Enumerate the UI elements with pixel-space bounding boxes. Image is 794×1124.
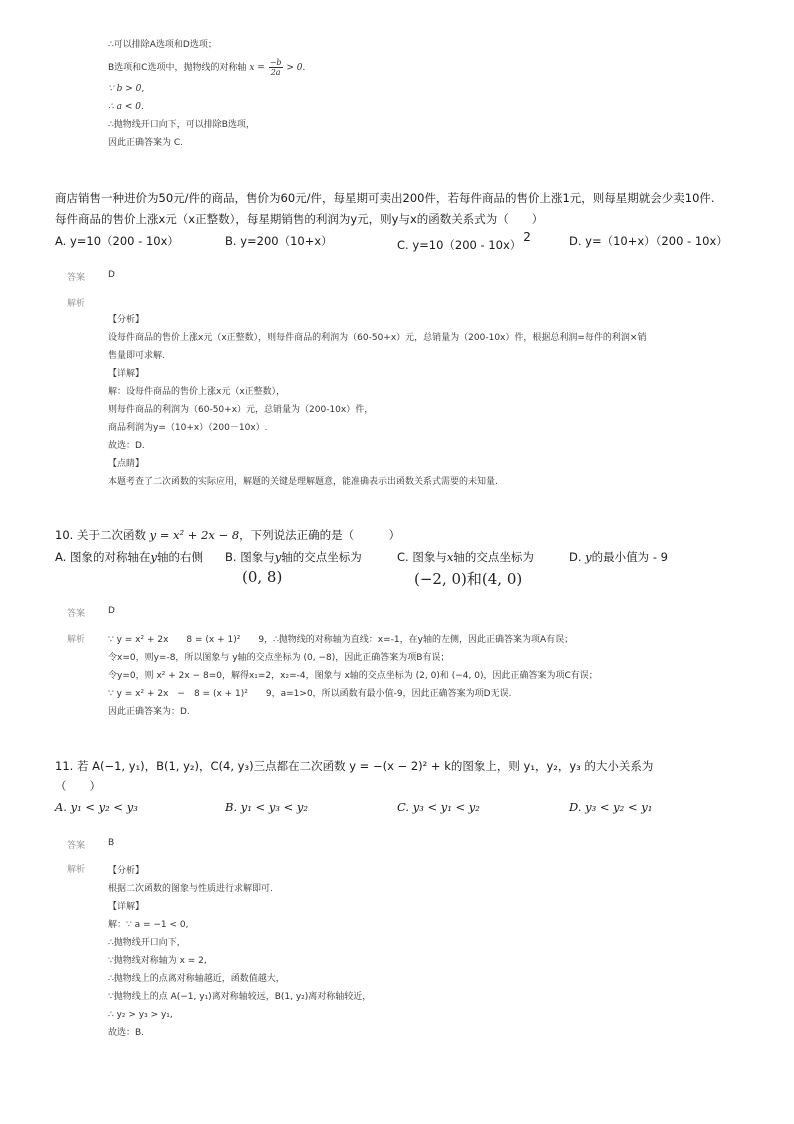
q10-option-a-var: y xyxy=(150,550,157,564)
q9-option-c-exponent: 2 xyxy=(523,230,531,244)
q10-analysis-label: 解析 xyxy=(67,635,86,645)
q9-analysis-line-9: 【点睛】 xyxy=(108,459,145,469)
q11-analysis-line-7: ∴抛物线上的点离对称轴越近，函数值越大， xyxy=(108,974,285,984)
q10-option-d-pre: D. xyxy=(569,550,582,564)
q11-analysis-line-6: ∵抛物线对称轴为 x = 2, xyxy=(108,956,207,966)
symmetry-axis-rhs: > 0. xyxy=(286,63,306,73)
q11-analysis-line-3: 【详解】 xyxy=(108,902,145,912)
q10-option-a[interactable] xyxy=(55,549,203,565)
q9-stem-line-1: 商店销售一种进价为50元/件的商品，售价为60元/件，每星期可卖出200件，若每件商品的售价上涨1元，则每星期就会少卖10件. xyxy=(55,191,715,205)
q10-option-b[interactable] xyxy=(225,549,362,565)
q9-analysis-line-8: 故选：D. xyxy=(108,441,145,451)
q9-option-c-text: C. y=10（200 - 10x） xyxy=(397,237,522,252)
q9-analysis-line-4: 【详解】 xyxy=(108,369,145,379)
q10-function: y = x² + 2x − 8 xyxy=(149,528,240,542)
prev-line-3: ∵ b > 0, xyxy=(108,84,145,94)
q11-analysis-line-1: 【分析】 xyxy=(108,866,145,876)
q10-stem-pre: 10. 关于二次函数 xyxy=(55,528,146,542)
fraction-numerator: −b xyxy=(269,58,282,67)
q9-analysis-line-10: 本题考查了二次函数的实际应用，解题的关键是理解题意，能准确表示出函数关系式需要的未知量. xyxy=(108,477,498,487)
q9-analysis-line-1: 【分析】 xyxy=(108,315,145,325)
q11-analysis-line-2: 根据二次函数的图象与性质进行求解即可. xyxy=(108,884,273,894)
q11-analysis-line-8: ∵抛物线上的点 A(−1, y₁)离对称轴较远，B(1, y₂)离对称轴较近， xyxy=(108,992,372,1002)
prev-line-4: ∴ a < 0. xyxy=(108,102,144,112)
q10-option-c-coordinates: (−2, 0)和(4, 0) xyxy=(414,570,523,588)
q10-option-b-coordinate: (0, 8) xyxy=(242,568,283,586)
symmetry-axis-fraction xyxy=(269,58,283,77)
q9-analysis-line-6: 则每件商品的利润为（60-50+x）元，总销量为（200-10x）件， xyxy=(108,405,374,415)
q10-answer-value: D xyxy=(108,606,115,616)
q9-stem-line-2: 每件商品的售价上涨x元（x正整数），每星期销售的利润为y元，则y与x的函数关系式为（ ） xyxy=(55,212,544,226)
q11-answer-value: B xyxy=(108,838,115,848)
q11-analysis-label: 解析 xyxy=(67,865,86,875)
q9-option-c[interactable] xyxy=(397,230,531,253)
q9-analysis-line-7: 商品利润为y=（10+x）（200－10x）. xyxy=(108,423,268,433)
q9-analysis-line-5: 解：设每件商品的售价上涨x元（x正整数）， xyxy=(108,387,286,397)
q10-option-b-pre: B. 图象与 xyxy=(225,550,275,564)
q10-analysis-line-2: 令x=0，则y=-8，所以图象与 y轴的交点坐标为 (0, −8)，因此正确答案为项B有误； xyxy=(108,653,450,663)
q10-option-c-var: x xyxy=(446,550,454,564)
q11-analysis-line-10: 故选：B. xyxy=(108,1028,145,1038)
q10-option-c-post: 轴的交点坐标为 xyxy=(453,550,534,564)
q11-answer-label: 答案 xyxy=(67,841,86,851)
prev-line-6: 因此正确答案为 C. xyxy=(108,138,184,148)
q10-analysis-line-5: 因此正确答案为：D. xyxy=(108,707,190,717)
q11-option-b[interactable]: B. y₁ < y₃ < y₂ xyxy=(225,800,308,814)
q10-option-a-pre: A. 图象的对称轴在 xyxy=(55,550,151,564)
prev-line-5: ∴抛物线开口向下，可以排除B选项， xyxy=(108,120,255,130)
q10-option-d-var: y xyxy=(585,550,592,564)
q10-option-b-post: 轴的交点坐标为 xyxy=(281,550,362,564)
q11-analysis-line-4: 解：∵ a = −1 < 0, xyxy=(108,920,189,930)
q11-stem-line-2: （ ） xyxy=(55,779,101,793)
q10-option-d[interactable] xyxy=(569,549,668,565)
q11-analysis-line-9: ∴ y₂ > y₃ > y₁, xyxy=(108,1010,173,1020)
q10-analysis-line-3: 令y=0，则 x² + 2x − 8=0，解得x₁=2，x₂=-4，图象与 x轴的交点坐标为 (2, 0)和 (−4, 0)，因此正确答案为项C有误； xyxy=(108,671,598,681)
q10-option-c-pre: C. 图象与 xyxy=(397,550,447,564)
prev-line-2 xyxy=(108,58,305,77)
q10-option-c[interactable] xyxy=(397,549,534,565)
q11-option-a[interactable]: A. y₁ < y₂ < y₃ xyxy=(55,800,138,814)
q10-analysis-line-4: ∵ y = x² + 2x − 8 = (x + 1)² 9，a=1>0，所以函数有最小值-9，因此正确答案为项D无误. xyxy=(108,689,512,699)
q10-option-a-post: 轴的右侧 xyxy=(156,550,203,564)
symmetry-axis-lhs: x = xyxy=(249,63,265,73)
q9-answer-label: 答案 xyxy=(67,273,86,283)
q11-analysis-line-5: ∴抛物线开口向下， xyxy=(108,938,186,948)
prev-line-2-text: B选项和C选项中，抛物线的对称轴 xyxy=(108,63,247,73)
q10-option-d-post: 的最小值为 - 9 xyxy=(591,550,668,564)
q11-option-d[interactable]: D. y₃ < y₂ < y₁ xyxy=(569,800,653,814)
prev-line-1: ∴可以排除A选项和D选项； xyxy=(108,40,217,50)
q10-stem xyxy=(55,527,400,543)
q9-analysis-line-3: 售量即可求解. xyxy=(108,351,165,361)
q9-option-b[interactable]: B. y=200（10+x） xyxy=(225,234,333,248)
q9-analysis-line-2: 设每件商品的售价上涨x元（x正整数），则每件商品的利润为（60-50+x）元，总销量为（200-10x）件，根据总利润=每件的利润×销 xyxy=(108,333,647,343)
q9-analysis-label: 解析 xyxy=(67,299,86,309)
q11-stem-line-1: 11. 若 A(−1, y₁)，B(1, y₂)，C(4, y₃)三点都在二次函数 y = −(x − 2)² + k的图象上，则 y₁，y₂，y₃ 的大小关系为 xyxy=(55,759,654,773)
q9-answer-value: D xyxy=(108,270,115,280)
q10-stem-post: ，下列说法正确的是（ ） xyxy=(239,528,401,542)
fraction-denominator: 2a xyxy=(270,68,281,77)
q9-option-d[interactable]: D. y=（10+x）（200 - 10x） xyxy=(569,234,728,248)
q10-answer-label: 答案 xyxy=(67,609,86,619)
q11-option-c[interactable]: C. y₃ < y₁ < y₂ xyxy=(397,800,480,814)
q9-option-a[interactable]: A. y=10（200 - 10x） xyxy=(55,234,179,248)
q10-option-b-var: y xyxy=(274,550,282,564)
q10-analysis-line-1: ∵ y = x² + 2x 8 = (x + 1)² 9，∴抛物线的对称轴为直线：x=-1，在y轴的左侧，因此正确答案为项A有误； xyxy=(108,635,574,645)
